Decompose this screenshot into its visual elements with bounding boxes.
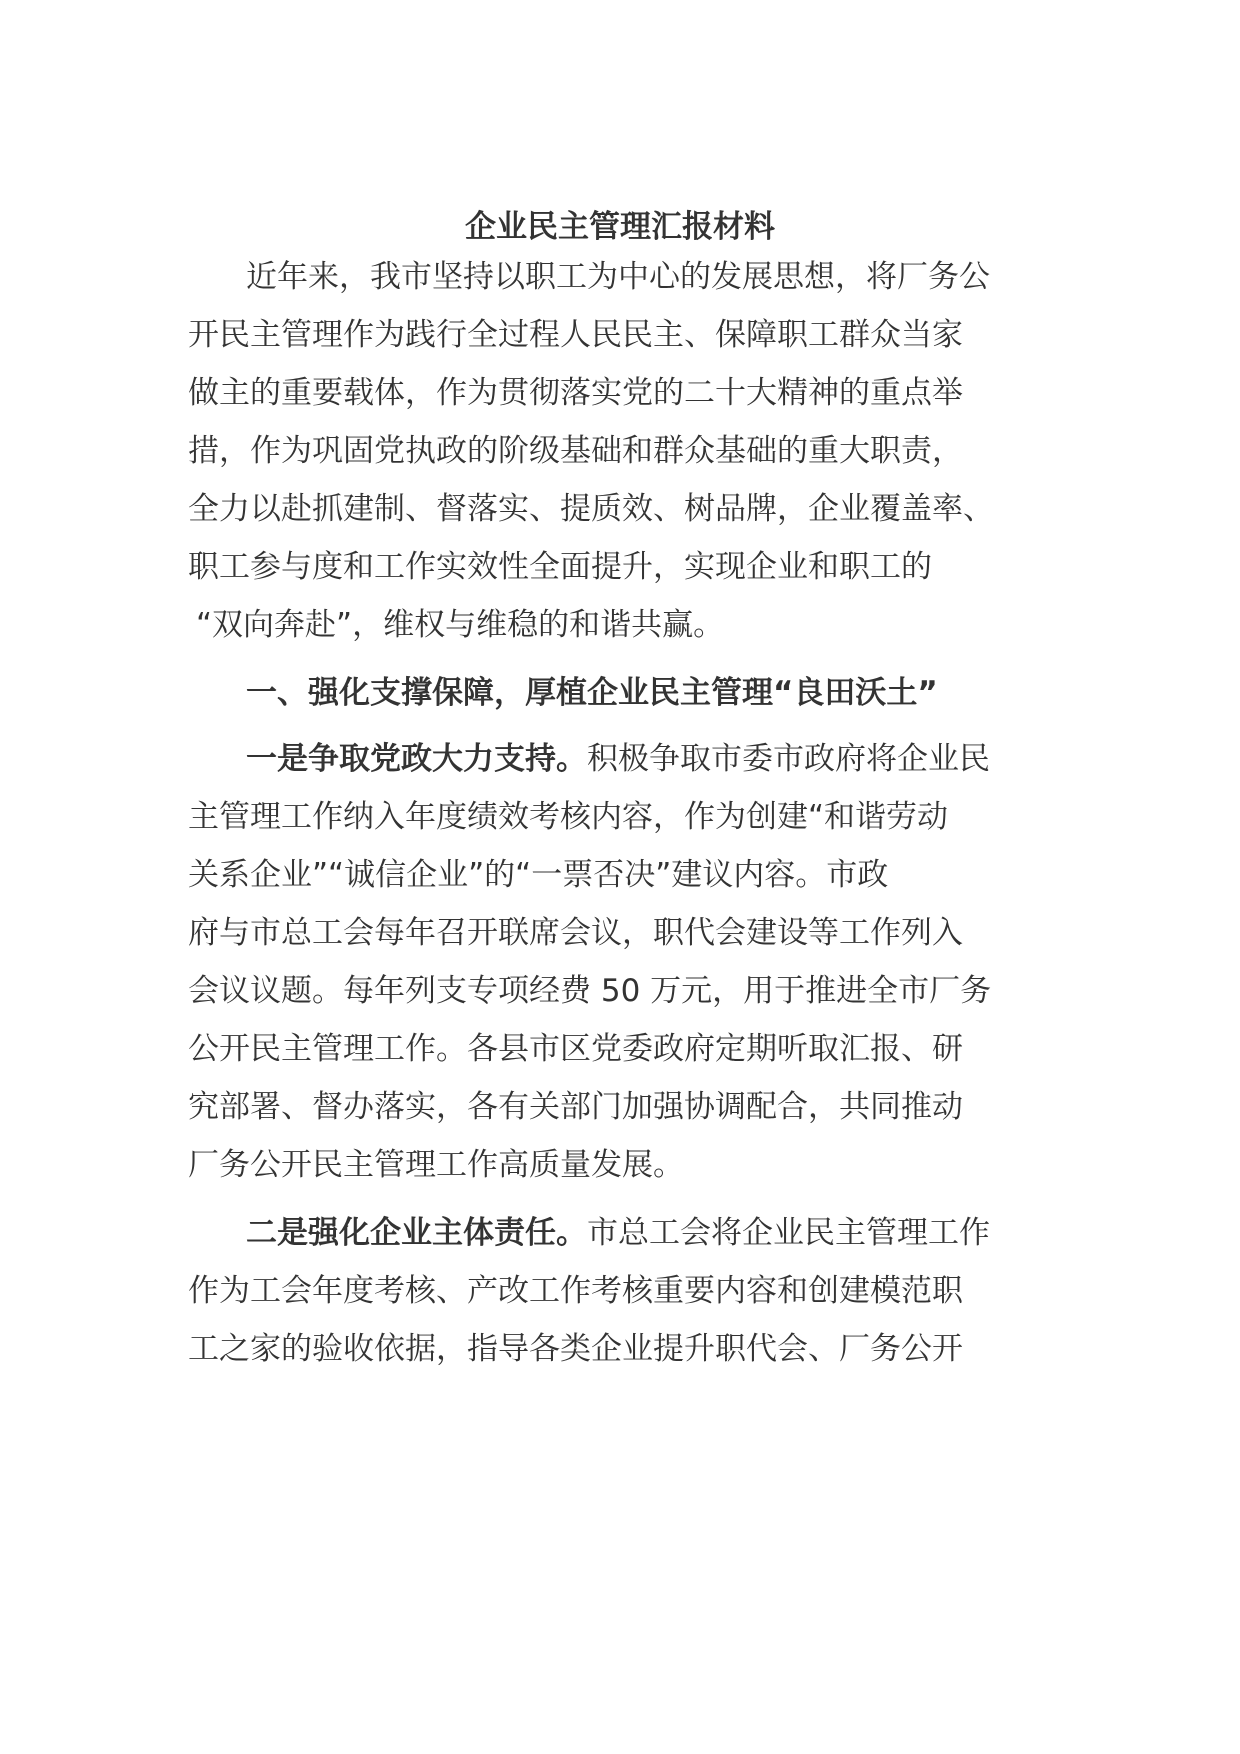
point2-line: 作为工会年度考核、产改工作考核重要内容和创建模范职 bbox=[188, 1273, 963, 1309]
intro-line: 全力以赴抓建制、督落实、提质效、树品牌，企业覆盖率、 bbox=[188, 491, 994, 527]
point2-first-rest: 市总工会将企业民主管理工作 bbox=[587, 1215, 990, 1251]
point1-line: 会议议题。每年列支专项经费 50 万元，用于推进全市厂务 bbox=[188, 973, 992, 1009]
point2-line: 工之家的验收依据，指导各类企业提升职代会、厂务公开 bbox=[188, 1331, 963, 1367]
point1-line: 厂务公开民主管理工作高质量发展。 bbox=[188, 1147, 684, 1183]
point1-first-line bbox=[246, 737, 1068, 781]
point1-first-rest: 积极争取市委市政府将企业民 bbox=[587, 741, 990, 777]
point1-line: 府与市总工会每年召开联席会议，职代会建设等工作列入 bbox=[188, 915, 963, 951]
intro-line: 近年来，我市坚持以职工为中心的发展思想，将厂务公 bbox=[246, 259, 990, 295]
intro-line: 做主的重要载体，作为贯彻落实党的二十大精神的重点举 bbox=[188, 375, 963, 411]
point2-lead: 二是强化企业主体责任。 bbox=[246, 1215, 587, 1251]
intro-line: 措，作为巩固党执政的阶级基础和群众基础的重大职责， bbox=[188, 433, 963, 469]
intro-line: “双向奔赴”，维权与维稳的和谐共赢。 bbox=[196, 607, 725, 643]
intro-line: 开民主管理作为践行全过程人民民主、保障职工群众当家 bbox=[188, 317, 963, 353]
point1-line: 究部署、督办落实，各有关部门加强协调配合，共同推动 bbox=[188, 1089, 963, 1125]
document-title: 企业民主管理汇报材料 bbox=[465, 209, 775, 245]
point1-lead: 一是争取党政大力支持。 bbox=[246, 741, 587, 777]
point1-line: 关系企业”“诚信企业”的“一票否决”建议内容。市政 bbox=[188, 857, 889, 893]
point2-first-line bbox=[246, 1211, 1068, 1255]
intro-line: 职工参与度和工作实效性全面提升，实现企业和职工的 bbox=[188, 549, 932, 585]
point1-line: 主管理工作纳入年度绩效考核内容，作为创建“和谐劳动 bbox=[188, 799, 949, 835]
section-heading: 一、强化支撑保障，厚植企业民主管理“良田沃土” bbox=[246, 675, 938, 711]
point1-line: 公开民主管理工作。各县市区党委政府定期听取汇报、研 bbox=[188, 1031, 963, 1067]
